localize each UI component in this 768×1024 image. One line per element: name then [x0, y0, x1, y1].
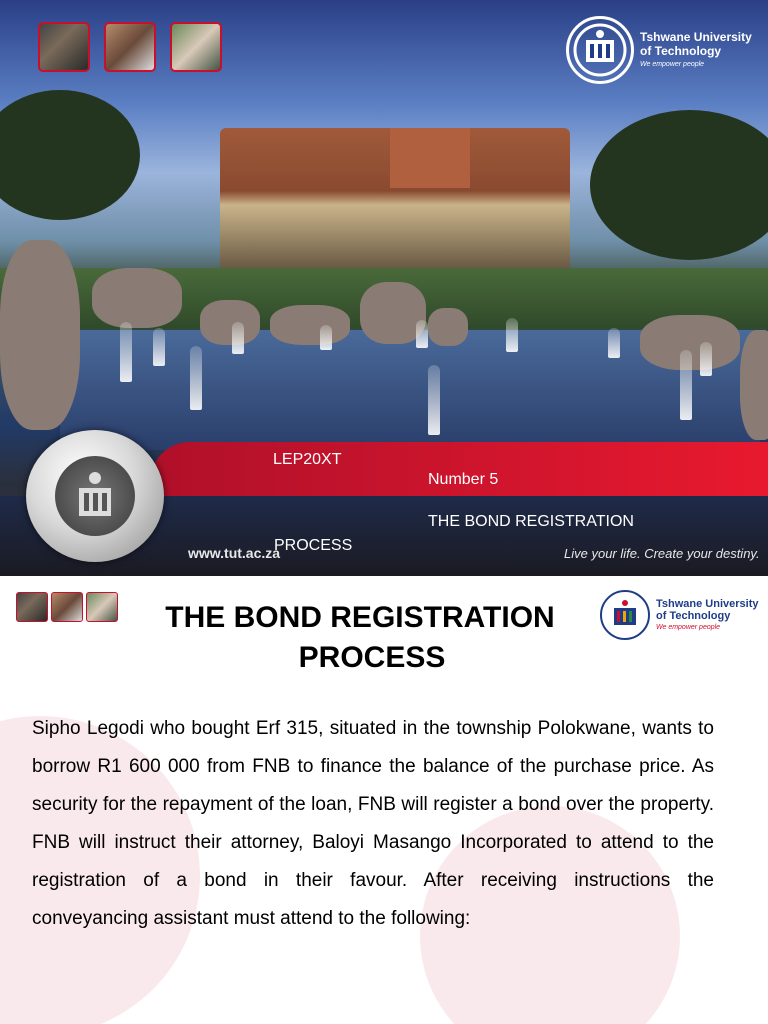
tut-emblem-icon — [600, 590, 650, 640]
fountain-jet — [320, 325, 332, 350]
tree-left — [0, 90, 140, 220]
fountain-jet — [700, 342, 712, 376]
university-logo — [566, 16, 752, 84]
rock — [92, 268, 182, 328]
photo-thumbnail — [104, 22, 156, 72]
motto: Live your life. Create your destiny. — [564, 546, 760, 561]
photo-thumbnails — [16, 592, 118, 622]
content-slide — [0, 576, 768, 1024]
building-tower — [390, 128, 470, 188]
university-logo — [600, 590, 759, 640]
photo-thumbnail — [170, 22, 222, 72]
tut-emblem-icon — [566, 16, 634, 84]
photo-thumbnail — [86, 592, 118, 622]
course-code: LEP20XT — [273, 451, 342, 468]
emblem-badge-icon — [26, 430, 164, 562]
photo-thumbnail — [38, 22, 90, 72]
slide-title: THE BOND REGISTRATION PROCESS — [165, 601, 555, 674]
fountain-jet — [232, 322, 244, 354]
photo-thumbnails — [38, 22, 222, 72]
slide-title-part2: PROCESS — [274, 537, 353, 554]
rock — [270, 305, 350, 345]
website-url: www.tut.ac.za — [188, 545, 281, 561]
rock — [428, 308, 468, 346]
fountain-jet — [608, 328, 620, 358]
photo-thumbnail — [16, 592, 48, 622]
fountain-jet — [190, 346, 202, 410]
fountain-jet — [153, 328, 165, 366]
university-name: Tshwane University of Technology We empower people — [640, 30, 752, 68]
rock — [740, 330, 768, 440]
rock — [0, 240, 80, 430]
fountain-jet — [680, 350, 692, 420]
fountain-jet — [120, 322, 132, 382]
slide-title-part1: THE BOND REGISTRATION — [428, 513, 634, 530]
rock — [200, 300, 260, 345]
photo-thumbnail — [51, 592, 83, 622]
fountain-jet — [506, 318, 518, 352]
body-paragraph: Sipho Legodi who bought Erf 315, situated in the township Polokwane, wants to borrow R1 600 000 from FNB to finance the balance of the purchase price. As security for the repayment of the loan, FNB will register a bond over the property. FNB will instruct their attorney, Baloyi Masango Incorporated to attend to the registration of a bond in their favour. After receiving instructions the conveyancing assistant must attend to the following: — [32, 718, 714, 929]
fountain-jet — [428, 365, 440, 435]
lecture-number: Number 5 — [428, 471, 499, 488]
fountain-jet — [416, 320, 428, 348]
tree-right — [590, 110, 768, 260]
university-name: Tshwane University of Technology We empower people — [656, 598, 759, 632]
